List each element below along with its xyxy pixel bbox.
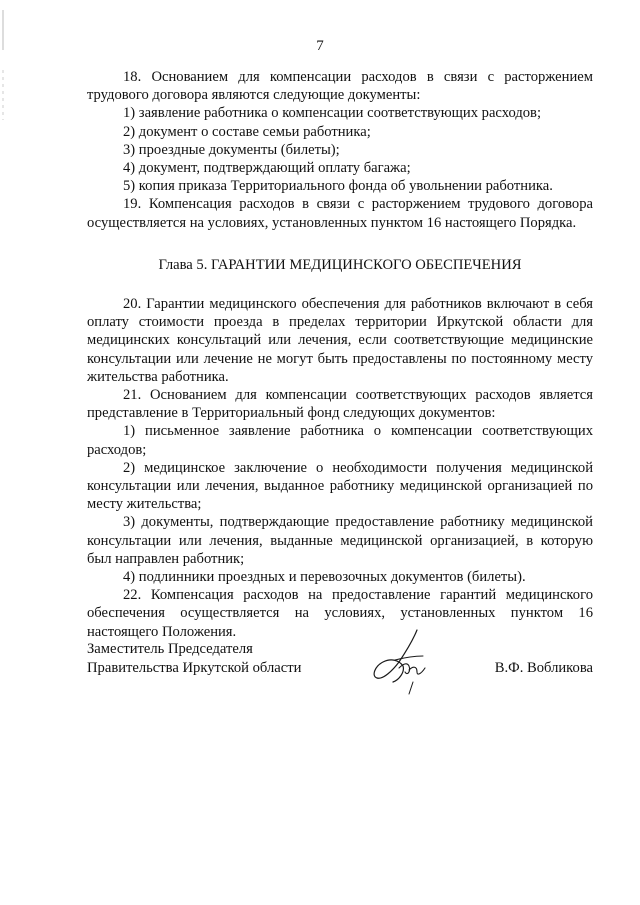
- signatory-name: В.Ф. Вобликова: [494, 660, 593, 676]
- section-21-item-3: 3) документы, подтверждающие предоставление работнику медицинской консультации или лечения, выданные медицинской организацией, в которую был направлен работник;: [87, 514, 593, 567]
- handwritten-signature: [369, 626, 439, 696]
- section-18-item-1: 1) заявление работника о компенсации соответствующих расходов;: [123, 105, 541, 122]
- signatory-title-line-1: Заместитель Председателя: [87, 641, 253, 657]
- page-number: 7: [316, 38, 324, 54]
- section-22-text: 22. Компенсация расходов на предоставление гарантий медицинского обеспечения осуществляется на условиях, установленных пунктом 16 настоящего Положения.: [87, 587, 593, 640]
- section-21-item-2: 2) медицинское заключение о необходимости получения медицинской консультации или лечения, выданное работнику медицинской организацией по месту жительства;: [87, 459, 593, 513]
- section-18-item-5: 5) копия приказа Территориального фонда об увольнении работника.: [123, 178, 553, 195]
- signatory-title-line-2: Правительства Иркутской области: [87, 660, 302, 676]
- section-18-item-2: 2) документ о составе семьи работника;: [123, 123, 371, 140]
- section-21-item-4: 4) подлинники проездных и перевозочных документов (билеты).: [123, 569, 526, 586]
- section-20-text: 20. Гарантии медицинского обеспечения для работников включают в себя оплату стоимости проезда в пределах территории Иркутской области для медицинских консультаций или лечения, если соответствующие медицинские консультации или лечение не могут быть предоставлены по постоянному месту жительства работника.: [87, 296, 593, 385]
- section-19-text: 19. Компенсация расходов в связи с расторжением трудового договора осуществляется на условиях, установленных пунктом 16 настоящего Порядка.: [87, 196, 593, 231]
- chapter-5-heading: Глава 5. ГАРАНТИИ МЕДИЦИНСКОГО ОБЕСПЕЧЕНИЯ: [158, 256, 522, 273]
- document-body: [87, 68, 593, 641]
- section-21-intro: 21. Основанием для компенсации соответствующих расходов является представление в Территориальный фонд следующих документов:: [87, 387, 593, 422]
- section-18-intro: 18. Основанием для компенсации расходов в связи с расторжением трудового договора являются следующие документы:: [87, 69, 593, 104]
- section-18-item-3: 3) проездные документы (билеты);: [123, 141, 340, 158]
- section-18-item-4: 4) документ, подтверждающий оплату багажа;: [123, 160, 411, 177]
- binding-marks: [2, 10, 6, 120]
- section-21-item-1: 1) письменное заявление работника о компенсации соответствующих расходов;: [87, 423, 593, 458]
- signature-block: [87, 640, 593, 678]
